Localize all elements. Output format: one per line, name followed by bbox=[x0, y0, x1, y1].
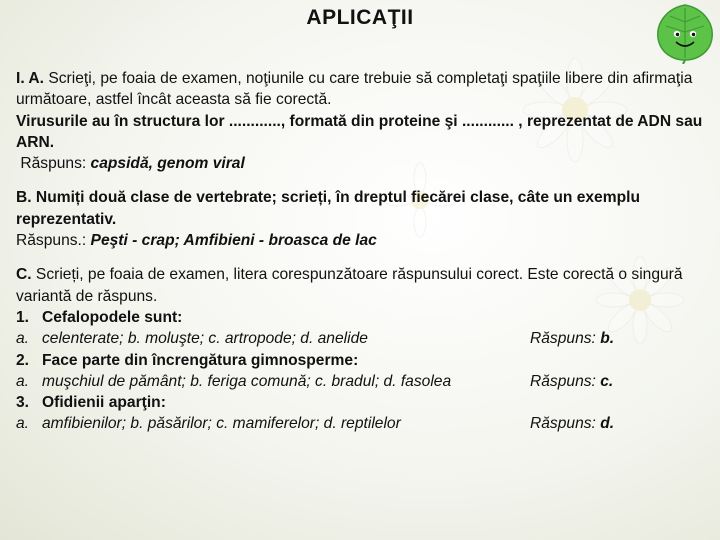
part-b-question: B. Numiți două clase de vertebrate; scrieți, în dreptul fiecărei clase, câte un exemplu reprezentativ. bbox=[16, 189, 640, 228]
part-a-instruction bbox=[16, 68, 708, 111]
question-row: 3. Ofidienii aparţin: bbox=[16, 394, 166, 412]
answer-label: Răspuns: b. bbox=[530, 330, 615, 348]
question-row: 1. Cefalopodele sunt: bbox=[16, 308, 183, 326]
options-row: a. celenterate; b. moluşte; c. artropode; d. anelide Răspuns: b. bbox=[16, 328, 708, 349]
part-b-answer: Răspuns.: Peşti - crap; Amfibieni - broasca de lac bbox=[16, 232, 377, 250]
question-row: 2. Face parte din încrengătura gimnosperme: bbox=[16, 351, 359, 369]
part-c-instruction: C. Scrieți, pe foaia de examen, litera corespunzătoare răspunsului corect. Este corectă o singură variantă de răspuns. bbox=[16, 266, 683, 305]
smiling-leaf-icon bbox=[652, 2, 718, 64]
options-row: a. amfibienilor; b. păsărilor; c. mamiferelor; d. reptilelor Răspuns: d. bbox=[16, 413, 708, 434]
page-title: APLICAŢII bbox=[306, 6, 414, 29]
answer-label: Răspuns: d. bbox=[530, 415, 615, 433]
exercise-content bbox=[16, 68, 708, 435]
part-a-answer: Răspuns: capsidă, genom viral bbox=[16, 155, 245, 173]
part-c-label: C. bbox=[16, 266, 32, 284]
part-a-instruction-text: Scrieţi, pe foaia de examen, noţiunile cu care trebuie să completaţi spaţiile libere din afirmaţia următoare, astfel încât aceasta să fie corectă. bbox=[16, 70, 693, 109]
answer-label: Răspuns: c. bbox=[530, 372, 614, 390]
options-row: a. muşchiul de pământ; b. feriga comună; c. bradul; d. fasolea Răspuns: c. bbox=[16, 371, 708, 392]
part-a-label: I. A. bbox=[16, 70, 45, 87]
part-a-statement: Virusurile au în structura lor ............, formată din proteine şi ............ , reprezentat de ADN sau ARN. bbox=[16, 112, 703, 151]
